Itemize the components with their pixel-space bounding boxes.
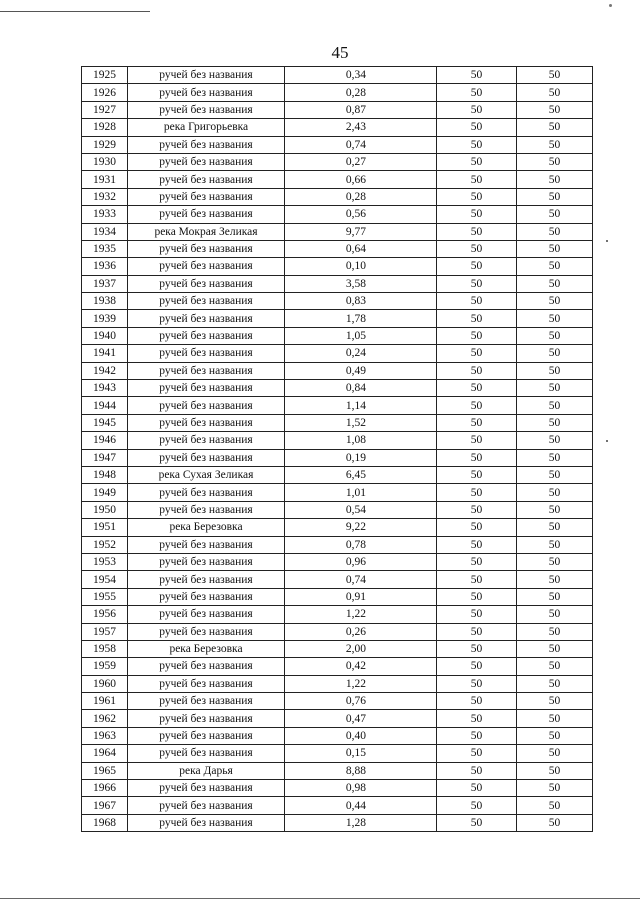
value-cell-5: 50	[517, 258, 593, 275]
value-cell-4: 50	[437, 397, 517, 414]
table-row	[82, 466, 593, 483]
water-body-name-cell: ручей без названия	[128, 136, 285, 153]
table-row	[82, 780, 593, 797]
water-body-name-cell: ручей без названия	[128, 258, 285, 275]
value-cell-4: 50	[437, 293, 517, 310]
water-body-name-cell: ручей без названия	[128, 623, 285, 640]
water-body-name-cell: ручей без названия	[128, 397, 285, 414]
table-row	[82, 449, 593, 466]
value-cell-5: 50	[517, 223, 593, 240]
water-body-name-cell: ручей без названия	[128, 606, 285, 623]
water-body-name-cell: ручей без названия	[128, 710, 285, 727]
table-row	[82, 588, 593, 605]
row-number-cell: 1950	[82, 501, 128, 518]
table-row	[82, 171, 593, 188]
length-cell: 1,28	[285, 814, 437, 831]
water-body-name-cell: река Березовка	[128, 519, 285, 536]
row-number-cell: 1927	[82, 101, 128, 118]
row-number-cell: 1932	[82, 188, 128, 205]
row-number-cell: 1953	[82, 553, 128, 570]
row-number-cell: 1964	[82, 745, 128, 762]
length-cell: 2,00	[285, 640, 437, 657]
value-cell-4: 50	[437, 327, 517, 344]
table-row	[82, 814, 593, 831]
row-number-cell: 1946	[82, 432, 128, 449]
length-cell: 0,98	[285, 780, 437, 797]
scan-speck	[606, 240, 608, 242]
value-cell-4: 50	[437, 275, 517, 292]
row-number-cell: 1947	[82, 449, 128, 466]
row-number-cell: 1949	[82, 484, 128, 501]
table-row	[82, 658, 593, 675]
water-body-name-cell: ручей без названия	[128, 275, 285, 292]
value-cell-5: 50	[517, 588, 593, 605]
table-row	[82, 362, 593, 379]
value-cell-4: 50	[437, 136, 517, 153]
length-cell: 0,96	[285, 553, 437, 570]
value-cell-5: 50	[517, 693, 593, 710]
table-row	[82, 675, 593, 692]
row-number-cell: 1928	[82, 119, 128, 136]
water-body-name-cell: ручей без названия	[128, 675, 285, 692]
table-row	[82, 710, 593, 727]
water-bodies-table	[81, 66, 593, 832]
water-body-name-cell: ручей без названия	[128, 780, 285, 797]
value-cell-4: 50	[437, 710, 517, 727]
row-number-cell: 1940	[82, 327, 128, 344]
table-row	[82, 519, 593, 536]
length-cell: 1,78	[285, 310, 437, 327]
length-cell: 1,14	[285, 397, 437, 414]
value-cell-5: 50	[517, 293, 593, 310]
water-body-name-cell: ручей без названия	[128, 206, 285, 223]
value-cell-5: 50	[517, 553, 593, 570]
value-cell-4: 50	[437, 432, 517, 449]
value-cell-5: 50	[517, 310, 593, 327]
row-number-cell: 1934	[82, 223, 128, 240]
table-row	[82, 623, 593, 640]
water-body-name-cell: ручей без названия	[128, 432, 285, 449]
water-body-name-cell: ручей без названия	[128, 745, 285, 762]
table-row	[82, 345, 593, 362]
length-cell: 0,19	[285, 449, 437, 466]
value-cell-5: 50	[517, 780, 593, 797]
page-number: 45	[331, 43, 349, 62]
length-cell: 9,77	[285, 223, 437, 240]
value-cell-4: 50	[437, 206, 517, 223]
water-body-name-cell: ручей без названия	[128, 380, 285, 397]
value-cell-4: 50	[437, 553, 517, 570]
value-cell-4: 50	[437, 240, 517, 257]
length-cell: 0,34	[285, 67, 437, 84]
table-body	[82, 67, 593, 832]
length-cell: 0,76	[285, 693, 437, 710]
value-cell-5: 50	[517, 188, 593, 205]
row-number-cell: 1961	[82, 693, 128, 710]
water-body-name-cell: река Дарья	[128, 762, 285, 779]
length-cell: 0,44	[285, 797, 437, 814]
table-row	[82, 536, 593, 553]
water-body-name-cell: ручей без названия	[128, 171, 285, 188]
value-cell-4: 50	[437, 762, 517, 779]
row-number-cell: 1942	[82, 362, 128, 379]
value-cell-5: 50	[517, 727, 593, 744]
table-row	[82, 432, 593, 449]
table-row	[82, 258, 593, 275]
table-row	[82, 397, 593, 414]
length-cell: 3,58	[285, 275, 437, 292]
value-cell-4: 50	[437, 640, 517, 657]
table-row	[82, 153, 593, 170]
row-number-cell: 1958	[82, 640, 128, 657]
water-body-name-cell: ручей без названия	[128, 536, 285, 553]
water-body-name-cell: ручей без названия	[128, 327, 285, 344]
value-cell-5: 50	[517, 171, 593, 188]
value-cell-5: 50	[517, 345, 593, 362]
value-cell-5: 50	[517, 362, 593, 379]
table-row	[82, 223, 593, 240]
length-cell: 1,01	[285, 484, 437, 501]
scan-speck-top-right	[609, 4, 612, 7]
value-cell-4: 50	[437, 658, 517, 675]
water-body-name-cell: ручей без названия	[128, 797, 285, 814]
value-cell-5: 50	[517, 501, 593, 518]
row-number-cell: 1925	[82, 67, 128, 84]
row-number-cell: 1926	[82, 84, 128, 101]
value-cell-5: 50	[517, 675, 593, 692]
value-cell-4: 50	[437, 310, 517, 327]
value-cell-4: 50	[437, 814, 517, 831]
length-cell: 9,22	[285, 519, 437, 536]
length-cell: 0,24	[285, 345, 437, 362]
row-number-cell: 1939	[82, 310, 128, 327]
length-cell: 0,15	[285, 745, 437, 762]
table-row	[82, 762, 593, 779]
value-cell-4: 50	[437, 258, 517, 275]
row-number-cell: 1929	[82, 136, 128, 153]
water-body-name-cell: ручей без названия	[128, 240, 285, 257]
length-cell: 0,10	[285, 258, 437, 275]
value-cell-5: 50	[517, 67, 593, 84]
length-cell: 0,87	[285, 101, 437, 118]
row-number-cell: 1952	[82, 536, 128, 553]
row-number-cell: 1957	[82, 623, 128, 640]
table-row	[82, 797, 593, 814]
water-body-name-cell: ручей без названия	[128, 153, 285, 170]
value-cell-4: 50	[437, 571, 517, 588]
value-cell-5: 50	[517, 762, 593, 779]
length-cell: 1,08	[285, 432, 437, 449]
scan-edge-mark-bottom	[0, 898, 640, 899]
value-cell-5: 50	[517, 327, 593, 344]
value-cell-4: 50	[437, 449, 517, 466]
length-cell: 8,88	[285, 762, 437, 779]
value-cell-4: 50	[437, 484, 517, 501]
length-cell: 0,27	[285, 153, 437, 170]
water-body-name-cell: ручей без названия	[128, 414, 285, 431]
value-cell-4: 50	[437, 675, 517, 692]
value-cell-5: 50	[517, 136, 593, 153]
table-row	[82, 553, 593, 570]
length-cell: 2,43	[285, 119, 437, 136]
table-row	[82, 640, 593, 657]
value-cell-5: 50	[517, 745, 593, 762]
value-cell-5: 50	[517, 84, 593, 101]
water-body-name-cell: ручей без названия	[128, 658, 285, 675]
row-number-cell: 1933	[82, 206, 128, 223]
value-cell-4: 50	[437, 501, 517, 518]
length-cell: 0,64	[285, 240, 437, 257]
table-row	[82, 119, 593, 136]
value-cell-5: 50	[517, 240, 593, 257]
length-cell: 0,84	[285, 380, 437, 397]
value-cell-5: 50	[517, 814, 593, 831]
table-row	[82, 101, 593, 118]
value-cell-4: 50	[437, 171, 517, 188]
row-number-cell: 1945	[82, 414, 128, 431]
water-body-name-cell: ручей без названия	[128, 84, 285, 101]
scan-speck	[606, 440, 608, 442]
table-row	[82, 206, 593, 223]
length-cell: 1,22	[285, 675, 437, 692]
value-cell-5: 50	[517, 275, 593, 292]
value-cell-4: 50	[437, 84, 517, 101]
row-number-cell: 1938	[82, 293, 128, 310]
row-number-cell: 1931	[82, 171, 128, 188]
water-body-name-cell: ручей без названия	[128, 449, 285, 466]
table-row	[82, 67, 593, 84]
length-cell: 0,83	[285, 293, 437, 310]
table-row	[82, 293, 593, 310]
value-cell-4: 50	[437, 380, 517, 397]
water-body-name-cell: река Мокрая Зеликая	[128, 223, 285, 240]
row-number-cell: 1936	[82, 258, 128, 275]
value-cell-4: 50	[437, 693, 517, 710]
row-number-cell: 1948	[82, 466, 128, 483]
water-body-name-cell: ручей без названия	[128, 588, 285, 605]
length-cell: 0,66	[285, 171, 437, 188]
row-number-cell: 1930	[82, 153, 128, 170]
water-body-name-cell: ручей без названия	[128, 553, 285, 570]
water-body-name-cell: ручей без названия	[128, 693, 285, 710]
length-cell: 1,52	[285, 414, 437, 431]
row-number-cell: 1944	[82, 397, 128, 414]
value-cell-5: 50	[517, 797, 593, 814]
water-body-name-cell: река Березовка	[128, 640, 285, 657]
value-cell-4: 50	[437, 466, 517, 483]
table-row	[82, 380, 593, 397]
table-row	[82, 136, 593, 153]
value-cell-4: 50	[437, 588, 517, 605]
value-cell-4: 50	[437, 780, 517, 797]
value-cell-4: 50	[437, 745, 517, 762]
row-number-cell: 1941	[82, 345, 128, 362]
value-cell-5: 50	[517, 206, 593, 223]
length-cell: 0,40	[285, 727, 437, 744]
length-cell: 0,91	[285, 588, 437, 605]
value-cell-4: 50	[437, 797, 517, 814]
table-row	[82, 84, 593, 101]
value-cell-4: 50	[437, 519, 517, 536]
row-number-cell: 1968	[82, 814, 128, 831]
row-number-cell: 1937	[82, 275, 128, 292]
table-row	[82, 275, 593, 292]
table-row	[82, 727, 593, 744]
value-cell-5: 50	[517, 101, 593, 118]
water-body-name-cell: ручей без названия	[128, 814, 285, 831]
value-cell-5: 50	[517, 519, 593, 536]
scan-edge-mark-top	[0, 11, 150, 12]
row-number-cell: 1967	[82, 797, 128, 814]
length-cell: 0,42	[285, 658, 437, 675]
row-number-cell: 1966	[82, 780, 128, 797]
row-number-cell: 1956	[82, 606, 128, 623]
water-body-name-cell: ручей без названия	[128, 67, 285, 84]
value-cell-5: 50	[517, 606, 593, 623]
value-cell-5: 50	[517, 380, 593, 397]
water-body-name-cell: ручей без названия	[128, 484, 285, 501]
value-cell-4: 50	[437, 536, 517, 553]
table-row	[82, 501, 593, 518]
value-cell-5: 50	[517, 484, 593, 501]
value-cell-4: 50	[437, 153, 517, 170]
value-cell-4: 50	[437, 606, 517, 623]
length-cell: 1,22	[285, 606, 437, 623]
length-cell: 0,74	[285, 136, 437, 153]
length-cell: 0,56	[285, 206, 437, 223]
table-row	[82, 310, 593, 327]
table-row	[82, 240, 593, 257]
value-cell-4: 50	[437, 345, 517, 362]
value-cell-5: 50	[517, 536, 593, 553]
water-body-name-cell: ручей без названия	[128, 293, 285, 310]
value-cell-5: 50	[517, 449, 593, 466]
value-cell-5: 50	[517, 466, 593, 483]
length-cell: 0,28	[285, 84, 437, 101]
water-body-name-cell: река Сухая Зеликая	[128, 466, 285, 483]
length-cell: 0,49	[285, 362, 437, 379]
row-number-cell: 1943	[82, 380, 128, 397]
table-row	[82, 484, 593, 501]
water-body-name-cell: ручей без названия	[128, 345, 285, 362]
length-cell: 0,78	[285, 536, 437, 553]
water-body-name-cell: ручей без названия	[128, 571, 285, 588]
value-cell-4: 50	[437, 223, 517, 240]
value-cell-4: 50	[437, 188, 517, 205]
table-row	[82, 745, 593, 762]
table-row	[82, 188, 593, 205]
row-number-cell: 1963	[82, 727, 128, 744]
value-cell-4: 50	[437, 623, 517, 640]
length-cell: 1,05	[285, 327, 437, 344]
water-body-name-cell: ручей без названия	[128, 501, 285, 518]
row-number-cell: 1954	[82, 571, 128, 588]
water-body-name-cell: ручей без названия	[128, 727, 285, 744]
length-cell: 0,54	[285, 501, 437, 518]
value-cell-4: 50	[437, 67, 517, 84]
value-cell-5: 50	[517, 397, 593, 414]
row-number-cell: 1960	[82, 675, 128, 692]
value-cell-5: 50	[517, 571, 593, 588]
row-number-cell: 1951	[82, 519, 128, 536]
length-cell: 0,28	[285, 188, 437, 205]
value-cell-5: 50	[517, 119, 593, 136]
table-row	[82, 327, 593, 344]
value-cell-5: 50	[517, 414, 593, 431]
table-row	[82, 571, 593, 588]
value-cell-5: 50	[517, 710, 593, 727]
value-cell-4: 50	[437, 101, 517, 118]
length-cell: 6,45	[285, 466, 437, 483]
row-number-cell: 1965	[82, 762, 128, 779]
value-cell-4: 50	[437, 362, 517, 379]
value-cell-4: 50	[437, 727, 517, 744]
row-number-cell: 1959	[82, 658, 128, 675]
water-body-name-cell: ручей без названия	[128, 362, 285, 379]
value-cell-5: 50	[517, 658, 593, 675]
value-cell-5: 50	[517, 432, 593, 449]
value-cell-5: 50	[517, 623, 593, 640]
length-cell: 0,74	[285, 571, 437, 588]
length-cell: 0,47	[285, 710, 437, 727]
length-cell: 0,26	[285, 623, 437, 640]
row-number-cell: 1955	[82, 588, 128, 605]
row-number-cell: 1962	[82, 710, 128, 727]
water-body-name-cell: ручей без названия	[128, 188, 285, 205]
table-row	[82, 414, 593, 431]
water-body-name-cell: ручей без названия	[128, 310, 285, 327]
value-cell-5: 50	[517, 153, 593, 170]
row-number-cell: 1935	[82, 240, 128, 257]
value-cell-4: 50	[437, 414, 517, 431]
value-cell-4: 50	[437, 119, 517, 136]
table-row	[82, 606, 593, 623]
value-cell-5: 50	[517, 640, 593, 657]
water-body-name-cell: река Григорьевка	[128, 119, 285, 136]
table-row	[82, 693, 593, 710]
water-body-name-cell: ручей без названия	[128, 101, 285, 118]
